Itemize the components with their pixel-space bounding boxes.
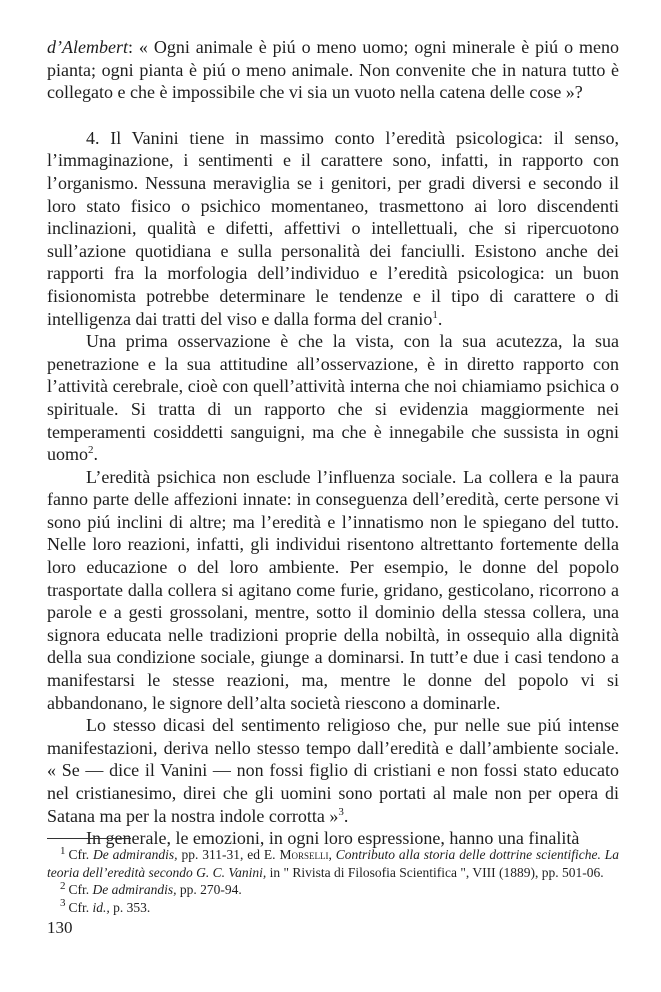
footnote-ref: 3 xyxy=(338,805,344,818)
footnote-1: $^1$ Cfr. De admirandis, pp. 311-31, ed E. Morselli, Contributo alla storia delle dottrine scientifiche. La teoria dell’eredità secondo G. C. Vanini, in " Rivista di Filosofia Scientifica ", VIII (1889), pp. 501-06. xyxy=(47,844,620,880)
footnote-divider xyxy=(47,838,131,839)
author-name: d’Alembert xyxy=(47,37,128,57)
paragraph: Una prima osservazione è che la vista, con la sua acutezza, la sua penetrazione e la sua attitudine all’osservazione, è in diretto rapporto con l’attività cerebrale, cioè con quell’attività interna che noi chiamiamo psichica o spirituale. Si tratta di un rapporto che si evidenzia maggiormente nei temperamenti cosiddetti sanguigni, ma che è innegabile che sussista in ogni uomo$^2$. xyxy=(47,331,619,465)
paragraph-text: Una prima osservazione è che la vista, con la sua acutezza, la sua penetrazione e la sua attitudine all’osservazione, è in diretto rapporto con l’attività cerebrale, cioè con quell’attività interna che noi chiamiamo psichica o spirituale. Si tratta di un rapporto che si evidenzia maggiormente nei temperamenti cosiddetti sanguigni, ma che è innegabile che sussista in ogni uomo xyxy=(47,331,619,465)
footnotes xyxy=(47,846,619,916)
paragraph-continuation xyxy=(47,36,619,104)
paragraph-text: 4. Il Vanini tiene in massimo conto l’eredità psicologica: il senso, l’immaginazione, i sentimenti e il carattere sono, infatti, in rapporto con l’organismo. Nessuna meraviglia se i genitori, per gradi diversi e secondo il loro stato fisico o psichico momentaneo, trasmettono ai loro discendenti inclinazioni, qualità e difetti, affettivi o intellettuali, che si ripercuotono sull’azione quotidiana e sulla personalità dei fanciulli. Esistono anche dei rapporti fra la morfologia dell’individuo e l’eredità psicologica: un buon fisionomista potrebbe determinare le tendenze e il tipo di carattere o di intelligenza dai tratti del viso e dalla forma del cranio xyxy=(47,127,619,329)
paragraph-text: : « Ogni animale è piú o meno uomo; ogni minerale è piú o meno pianta; ogni pianta è piú o meno animale. Non convenite che in natura tutto è collegato e che è impossibile che vi sia un vuoto nella catena delle cose »? xyxy=(47,37,619,103)
paragraph-text: In generale, le emozioni, in ogni loro espressione, hanno una finalità xyxy=(86,828,580,849)
footnote-3: $^3$ Cfr. id., p. 353. xyxy=(60,897,151,915)
footnote-2: $^2$ Cfr. De admirandis, pp. 270-94. xyxy=(60,879,242,897)
paragraph-text: L’eredità psichica non esclude l’influenza sociale. La collera e la paura fanno parte delle affezioni innate: in conseguenza dell’eredità, certe persone vi sono piú inclini di altre; ma l’eredità e l’innatismo non le spiegano del tutto. Nelle loro reazioni, infatti, gli individui risentono altrettanto fortemente della loro educazione o del loro ambiente. Per esempio, le donne del popolo trasportate dalla collera si agitano come furie, gridano, gesticolano, ricorrono a parole e a gesti grossolani, mentre, sotto il dominio della stessa collera, una signora educata nelle tradizioni proprie della nobiltà, in ossequio alla dignità della sua condizione sociale, giunge a dominarsi. In tutt’e due i casi tendono a manifestarsi le stesse reazioni, ma, mentre le donne del popolo vi si abbandonano, le signore dell’alta società riescono a dominarle. xyxy=(47,466,619,713)
paragraph-text: Lo stesso dicasi del sentimento religioso che, pur nelle sue piú intense manifestazioni, deriva nello stesso tempo dall’eredità e dall’ambiente sociale. « Se — dice il Vanini — non fossi figlio di cristiani e non fossi stato educato nel cristianesimo, direi che gli uomini sono portati al male non per opera di Satana ma per la nostra indole corrotta » xyxy=(47,715,619,826)
footnote-ref: 2 xyxy=(88,444,94,457)
paragraph: Lo stesso dicasi del sentimento religioso che, pur nelle sue piú intense manifestazioni, deriva nello stesso tempo dall’eredità e dall’ambiente sociale. « Se — dice il Vanini — non fossi figlio di cristiani e non fossi stato educato nel cristianesimo, direi che gli uomini sono portati al male non per opera di Satana ma per la nostra indole corrotta »$^3$. xyxy=(47,715,619,826)
footnote-ref: 1 xyxy=(432,308,438,321)
paragraph xyxy=(47,466,619,715)
main-text xyxy=(47,36,619,850)
paragraph-section-4: 4. Il Vanini tiene in massimo conto l’eredità psicologica: il senso, l’immaginazione, i sentimenti e il carattere sono, infatti, in rapporto con l’organismo. Nessuna meraviglia se i genitori, per gradi diversi e secondo il loro stato fisico o psichico momentaneo, trasmettono ai loro discendenti inclinazioni, qualità e difetti, affettivi o intellettuali, che si ripercuotono sull’azione quotidiana e sulla personalità dei fanciulli. Esistono anche dei rapporti fra la morfologia dell’individuo e l’eredità psicologica: un buon fisionomista potrebbe determinare le tendenze e il tipo di carattere o di intelligenza dai tratti del viso e dalla forma del cranio$^1$. xyxy=(47,127,619,329)
page-number: 130 xyxy=(47,918,73,937)
